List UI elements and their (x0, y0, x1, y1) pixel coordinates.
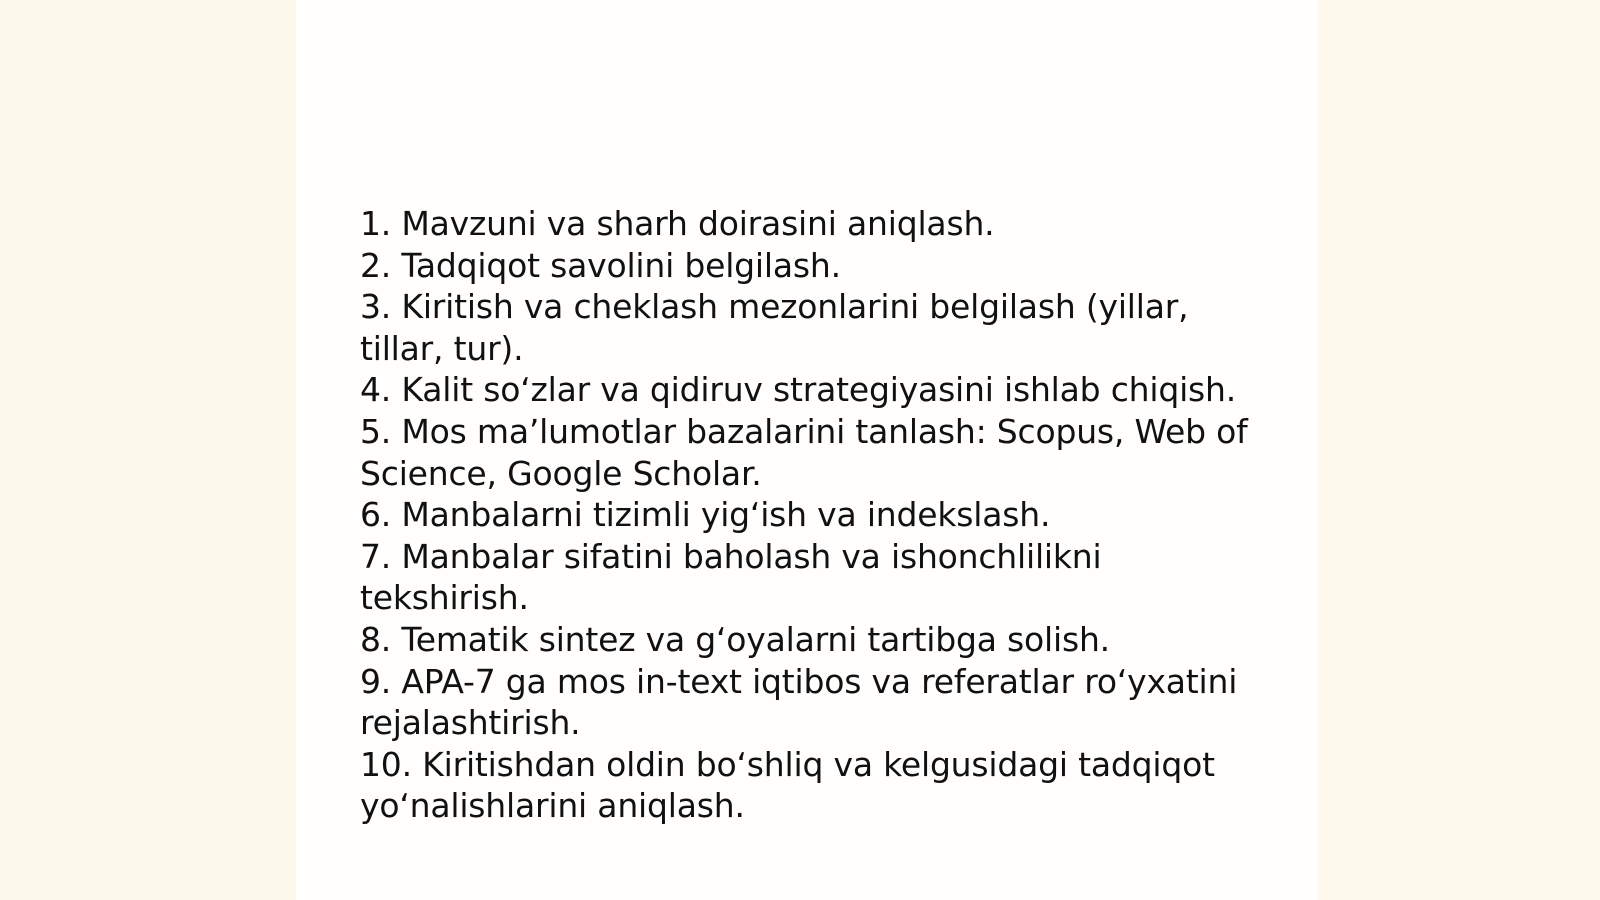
list-item: 9. APA-7 ga mos in-text iqtibos va referatlar ro‘yxatini rejalashtirish. (360, 661, 1238, 743)
slide (296, 0, 1318, 900)
steps-list (360, 203, 1260, 827)
left-margin (0, 0, 296, 900)
list-item: 7. Manbalar sifatini baholash va ishonchlilikni tekshirish. (360, 536, 1102, 618)
list-item: 6. Manbalarni tizimli yig‘ish va indekslash. (360, 495, 1051, 535)
right-margin (1318, 0, 1600, 900)
list-item: 1. Mavzuni va sharh doirasini aniqlash. (360, 204, 995, 243)
list-item: 8. Tematik sintez va g‘oyalarni tartibga solish. (360, 619, 1110, 659)
list-item: 4. Kalit so‘zlar va qidiruv strategiyasini ishlab chiqish. (360, 370, 1237, 410)
list-item: 5. Mos ma’lumotlar bazalarini tanlash: Scopus, Web of Science, Google Scholar. (360, 411, 1248, 493)
list-item: 2. Tadqiqot savolini belgilash. (360, 245, 841, 285)
list-item: 10. Kiritishdan oldin bo‘shliq va kelgusidagi tadqiqot yo‘nalishlarini aniqlash. (360, 744, 1215, 826)
list-item: 3. Kiritish va cheklash mezonlarini belgilash (yillar, tillar, tur). (360, 287, 1189, 368)
